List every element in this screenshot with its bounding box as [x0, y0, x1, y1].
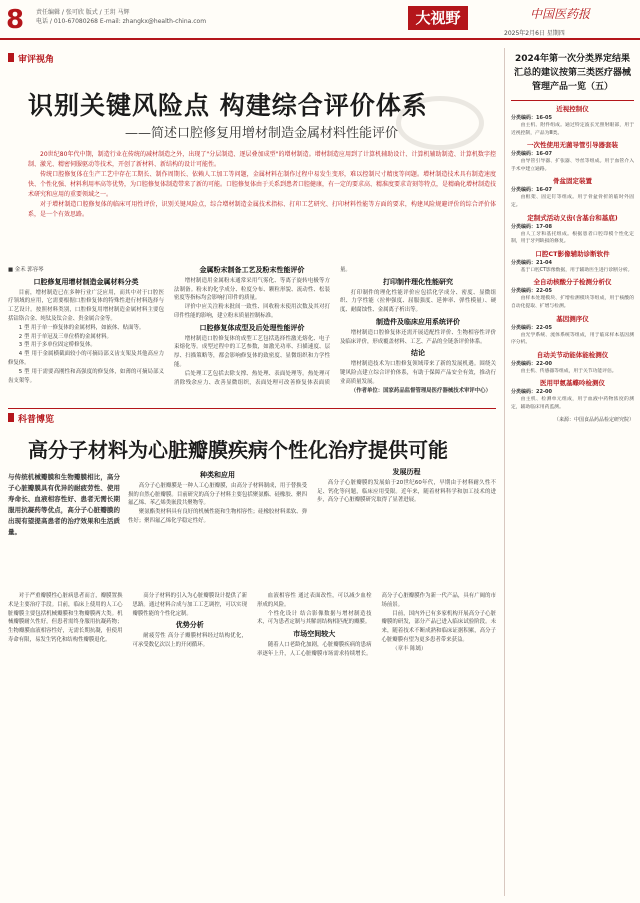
sidebar-item [511, 379, 634, 411]
sidebar-item-name: 医用甲氨基蝶呤检测仪 [540, 379, 605, 388]
page-number: 8 [6, 5, 25, 35]
section-heading: 口腔修复用增材制造金属材料分类 [33, 277, 139, 286]
editor-line: 责任编辑 / 张可欣 版式 / 王玥 马辉 [36, 9, 130, 16]
lead-paragraph: 对于增材制造口腔修复体的临床可用性评价，识别关键风险点，综合增材制造金属技术指标、打印工艺研究、打印材料性能等方面的要求，构建风险规避评价的综合评价体系，是一个有效思路。 [28, 201, 496, 218]
section-heading: 种类和应用 [200, 471, 235, 479]
sidebar-item-name: 基因测序仪 [556, 314, 589, 323]
lead-paragraphs [28, 150, 496, 262]
sidebar-item-code: 分类编码：22-00 [511, 360, 552, 367]
paragraph: 4 型 用于金属横截面较小的可摘局部义齿支架及其他高应力修复体。 [8, 351, 164, 366]
sidebar-item-text: 由样本处理模块、扩增检测模块等组成，用于核酸的自动化提取、扩增与检测。 [511, 296, 634, 309]
sidebar-item-text: 由人工牙和基托组成。根据患者口腔印模个性化定制，用于牙列缺损的修复。 [511, 231, 634, 245]
sidebar-item [511, 351, 634, 376]
sidebar-item-code: 分类编码：22-00 [511, 389, 552, 396]
paragraph: 血液相容性 通过表面改性，可以减少血栓形成的风险。 [257, 593, 372, 608]
sidebar-item-text: 由光学系统、流体系统等组成，用于临床样本基因测序分析。 [511, 332, 634, 346]
paragraph: 对于严重瓣膜性心脏病患者而言，瓣膜置换术是主要治疗手段。目前，临床上使用的人工心脏瓣膜主要包括机械瓣膜和生物瓣膜两大类。机械瓣膜耐久性好，但患者需终身服用抗凝药物；生物瓣膜血液相容性好，无需长期抗凝，但使用寿命有限，易发生钙化和结构性瓣膜退化。 [8, 593, 123, 643]
paragraph: 目前，增材制造已在多种行业广泛应用，而其中对于口腔医疗领域的应用，它需要根据口腔修复体的特殊性进行材料选择与工艺设计。按照材料类别，口腔修复用增材制造金属材料主要包括钴铬合金、纯钛及钛合金、贵金属合金等。 [8, 289, 164, 322]
sidebar-item-text: 由导管引导器、扩张器、导丝等组成。用于血管介入手术中建立通路。 [511, 159, 634, 172]
abstract: 与传统机械瓣膜和生物瓣膜相比，高分子心脏瓣膜具有优异的耐疲劳性、使用寿命长、血液相容性好、患者无需长期服用抗凝药等优点，高分子心脏瓣膜的出现有望提高患者的治疗效果和生活质量。 [8, 473, 120, 536]
subheadline: ——简述口腔修复用增材制造金属材料性能评价 [125, 126, 399, 141]
section-heading: 优势分析 [175, 621, 204, 630]
sidebar-item-text: 由主机、传感器等组成，用于关节功能评估。 [520, 368, 617, 374]
byline: ■ 金禾 郭容琴 [8, 267, 44, 273]
column-tag: 审评视角 [8, 52, 54, 65]
sidebar-item-code: 分类编码：21-04 [511, 259, 552, 266]
paragraph: 增材制造口腔修复体还需开展适配性评价、生物相容性评价及临床评价，形成覆盖材料、工艺、产品的全链条评价体系。 [340, 329, 496, 345]
sidebar-item [511, 105, 634, 137]
paragraph: 打印制件的理化性能评价应包括化学成分、密度、显微组织、力学性能（拉伸强度、屈服强度、延伸率、弹性模量）、硬度、耐腐蚀性、金属离子析出等。 [340, 289, 496, 314]
paragraph: 评价中应关注粉末批间一致性、回收粉末使用次数及其对打印件性能的影响，建立粉末质量控制标准。 [174, 304, 330, 319]
sidebar-item-code: 分类编码：16-07 [511, 151, 552, 158]
phone-line: 电话 / 010-67080268 E-mail: zhangkx@health-china.com [36, 18, 207, 25]
section-badge: 大视野 [408, 6, 468, 30]
sidebar-item-text: 基于口腔CT影像数据，用于辅助医生进行诊断分析。 [520, 267, 633, 273]
paragraph: 高分子材料的引入为心脏瓣膜设计提供了新思路。通过材料合成与加工工艺调控，可以实现瓣膜性能的个性化定制。 [132, 593, 247, 617]
sidebar-item-name: 一次性使用无菌导管引导器套装 [527, 141, 618, 150]
sidebar-source: （来源：中国食品药品检定研究院） [553, 416, 634, 423]
paragraph: 随着人口老龄化加剧，心脏瓣膜疾病的患病率逐年上升，人工心脏瓣膜市场需求持续增长。高分子心脏瓣膜作为新一代产品，具有广阔的市场前景。 [257, 593, 496, 657]
paragraph: 耐疲劳性 高分子瓣膜材料经过结构优化，可承受数亿次以上的开闭循环。 [132, 633, 247, 648]
masthead [0, 0, 640, 40]
sidebar-item-name: 骨盆固定装置 [553, 177, 592, 186]
sidebar-item-code: 分类编码：22-05 [511, 324, 552, 331]
sidebar-item-name: 口腔CT影像辅助诊断软件 [535, 249, 610, 258]
issue-date: 2025年2月6日 星期四 [504, 30, 565, 37]
sidebar-item-name: 近视控制仪 [556, 105, 589, 113]
sidebar-item-text: 由框架、固定钉等组成。用于骨盆骨折的临时外固定。 [511, 195, 634, 208]
headline-2: 高分子材料为心脏瓣膜疾病个性化治疗提供可能 [28, 438, 448, 462]
paper-name: 中国医药报 [530, 7, 591, 21]
article-body-2-top [128, 468, 496, 592]
sidebar-item-text: 由主机、附件组成。通过特定波长光照射眼部，用于近视控制，产品为Ⅲ类。 [511, 123, 634, 136]
paragraph: 3 型 用于多单位固定桥修复体。 [18, 342, 96, 349]
author-affiliation: （章丰 陈嫣） [392, 645, 427, 652]
paragraph: 增材制造用金属粉末通常采用气雾化、等离子旋转电极等方法制备。粉末的化学成分、粒度分布、颗粒形貌、流动性、松装密度等指标均会影响打印件的质量。 [174, 277, 330, 302]
section-heading: 市场空间较大 [293, 630, 336, 639]
section-heading: 金属粉末制备工艺及粉末性能评价 [199, 266, 305, 274]
section-heading: 打印制件理化性能研究 [383, 277, 453, 286]
sidebar [504, 48, 634, 896]
paragraph: 目前，国内外已有多家机构开展高分子心脏瓣膜的研发，部分产品已进入临床试验阶段。未来，随着技术不断成熟和临床证据积累，高分子心脏瓣膜有望为更多患者带来获益。 [381, 610, 496, 643]
paragraph: 聚氨酯类材料具有良好的机械性能和生物相容性；硅橡胶材料柔软、弹性好；聚四氟乙烯化学稳定性好。 [128, 509, 307, 524]
sidebar-item [511, 177, 634, 209]
section-heading: 口腔修复体成型及后处理性能评价 [199, 323, 305, 332]
paragraph: 增材制造技术为口腔修复领域带来了新的发展机遇。围绕关键风险点建立综合评价体系，有助于保障产品安全有效，推动行业高质量发展。 [340, 361, 496, 385]
sidebar-item-code: 分类编码：22-05 [511, 288, 552, 295]
sidebar-item-code: 分类编码：16-07 [511, 187, 552, 194]
section-heading: 制造件及临床应用系统评价 [376, 317, 460, 326]
sidebar-title: 2024年第一次分类界定结果汇总的建议按第三类医疗器械管理产品一览（五） [511, 48, 634, 101]
section-heading: 发展历程 [392, 468, 421, 476]
sidebar-item [511, 315, 634, 347]
headline: 识别关键风险点 构建综合评价体系 [28, 91, 428, 120]
sidebar-item [511, 250, 634, 275]
paragraph: 个性化设计 结合影像数据与增材制造技术，可为患者定制与其解剖结构相匹配的瓣膜。 [257, 610, 372, 626]
section-heading: 结论 [411, 349, 425, 358]
sidebar-item [511, 141, 634, 173]
sidebar-item-name: 自动关节动能体能检测仪 [536, 350, 609, 359]
column-tag-2: 科普博览 [8, 412, 54, 425]
paragraph: 1 型 用于单一修复体的金属材料，如嵌体、贴面等。 [18, 324, 145, 331]
lead-paragraph: 20世纪80年代中期，制造行业在传统的减材制造之外，出现了"分层制造、逐层叠加成型"的增材制造。增材制造应用到了计算机辅助设计、计算机辅助制造、计算机数字控制、激光、精密伺服驱动等技术，开创了新材料、新结构的设计可能性。 [28, 151, 496, 168]
sidebar-item [511, 214, 634, 246]
paragraph: 5 型 用于需要高刚性和高强度的修复体，如薄的可摘局部义齿支架等。 [8, 368, 164, 384]
paragraph: 2 型 用于单冠及三单位桥的金属材料。 [18, 333, 112, 340]
paragraph: 后处理工艺包括去除支撑、热处理、表面处理等。热处理可消除残余应力、改善显微组织，表面处理可改善修复体表面质量。 [174, 267, 351, 386]
article-body-2 [8, 592, 496, 888]
sidebar-item-name: 定制式活动义齿(含基台和基底) [527, 213, 618, 222]
author-affiliation: （作者单位：国家药品监督管理局医疗器械技术审评中心） [350, 387, 491, 394]
paragraph: 增材制造口腔修复体的成型工艺包括选择性激光熔化、电子束熔化等。成型过程中的工艺参数，如激光功率、扫描速度、层厚、扫描策略等，都会影响修复体的致密度、显微组织和力学性能。 [174, 335, 330, 368]
editor-info [36, 8, 206, 26]
sidebar-item-text: 由主机、检测单元组成，用于血液中药物浓度的测定，辅助临床用药监测。 [511, 397, 634, 410]
lead-paragraph: 传统口腔修复体在生产工艺中存在工期长、制作周期长、依赖人工加工等问题，金属材料在制作过程中易发生变形，难以控制尺寸精度等问题。增材制造技术具有制造速度快、个性化强、材料利用率高等优势，为口腔修复体制造带来了新的可能。口腔修复体由于关系到患者口腔健康，有一定的要求高、精准度要求苛刻等特点，是精确化增材制造技术研究和应用的重要领域之一。 [28, 171, 496, 198]
sidebar-item-name: 全自动核酸分子检测分析仪 [533, 278, 612, 287]
sidebar-item-code: 分类编码：16-05 [511, 115, 552, 121]
section-divider [8, 408, 496, 409]
sidebar-item [511, 278, 634, 310]
sidebar-item-code: 分类编码：17-08 [511, 223, 552, 230]
paragraph: 高分子心脏瓣膜的发展始于20世纪60年代，早期由于材料耐久性不足、钙化等问题，临床应用受限。近年来，随着材料科学和加工技术的进步，高分子心脏瓣膜研究取得了显著进展。 [317, 479, 496, 504]
paragraph: 高分子心脏瓣膜是一种人工心脏瓣膜，由高分子材料制成，用于替换受损的自然心脏瓣膜。目前研究的高分子材料主要包括聚氨酯、硅橡胶、聚四氟乙烯、苯乙烯类嵌段共聚物等。 [128, 482, 307, 507]
